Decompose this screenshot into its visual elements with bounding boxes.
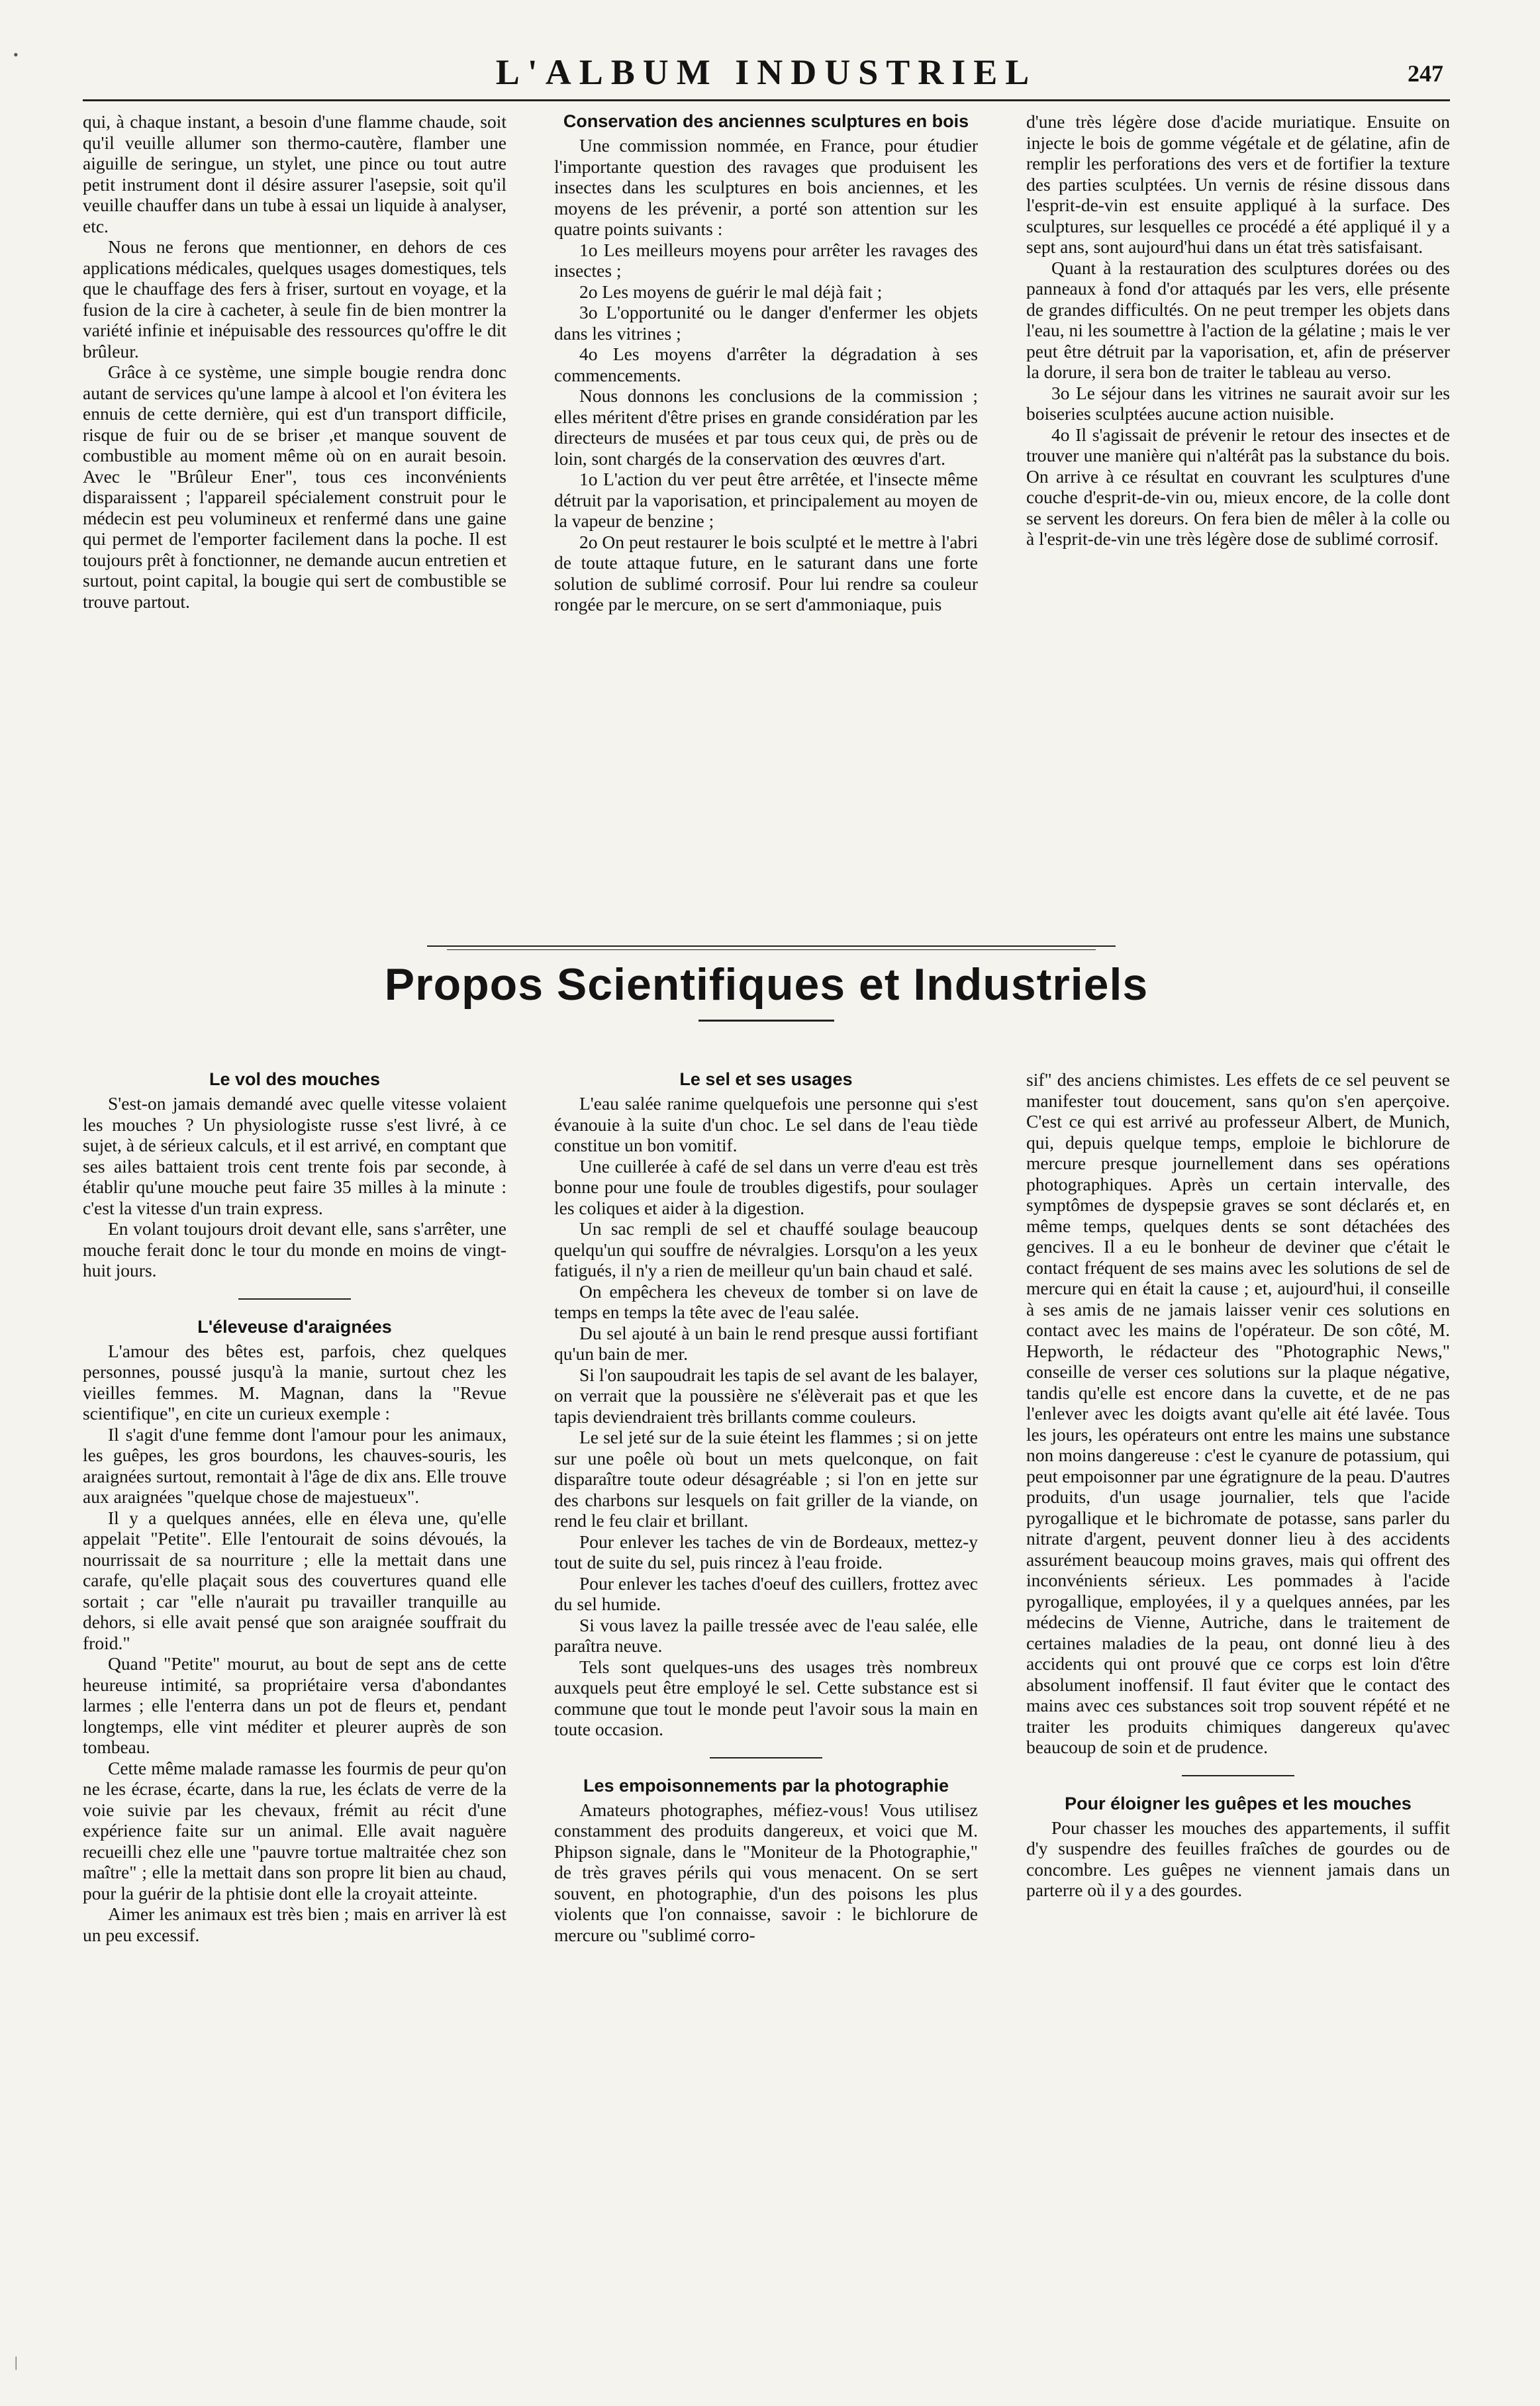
paragraph: d'une très légère dose d'acide muriatique. Ensuite on injecte le bois de gomme végétale et de gélatine, afin de remplir les perforations des vers et de fortifier la texture des parties sculptées. Un vernis de résine dissous dans l'esprit-de-vin est ensuite appliqué à la surface. Des sculptures, sur lesquelles ce procédé a été appliqué il y a sept ans, sont aujourd'hui dans un état très satisfaisant. <box>1026 111 1450 257</box>
article-title: Le vol des mouches <box>209 1069 381 1089</box>
paragraph: 3o Le séjour dans les vitrines ne saurait avoir sur les boiseries sculptées aucune action nuisible. <box>1026 382 1450 424</box>
paragraph: Il s'agit d'une femme dont l'amour pour les animaux, les guêpes, les gros bourdons, les chauves-souris, les araignées surtout, remontait à l'âge de dix ans. Elle trouve aux araignées "quelque chose de majestueux". <box>83 1423 506 1507</box>
article-title: Les empoisonnements par la photographie <box>583 1775 949 1796</box>
page-header <box>83 46 1450 101</box>
article-title: Le sel et ses usages <box>679 1069 853 1089</box>
top-column-1 <box>83 111 506 612</box>
paragraph: Tels sont quelques-uns des usages très nombreux auxquels peut être employé le sel. Cette substance est si commune que tout le monde peut l'avoir sous la main en toute occasion. <box>554 1656 978 1739</box>
paragraph: Quant à la restauration des sculptures dorées ou des panneaux à fond d'or attaqués par les vers, elle présente de grandes difficultés. On ne peut tremper les objets dans l'eau, ni les soumettre à l'action de la gélatine ; mais le ver peut être détruit par la vaporisation, et, afin de préserver la dorure, il sera bon de traiter le tableau au verso. <box>1026 257 1450 382</box>
paragraph: Si l'on saupoudrait les tapis de sel avant de les balayer, on verrait que la poussière ne s'élèverait pas et que les tapis deviendraient très brillants comme couleurs. <box>554 1364 978 1427</box>
scan-speck: • <box>13 46 19 63</box>
paragraph: On empêchera les cheveux de tomber si on lave de temps en temps la tête avec de l'eau salée. <box>554 1280 978 1322</box>
top-column-3 <box>1026 111 1450 550</box>
bottom-column-2 <box>554 1069 978 1945</box>
paragraph: Quand "Petite" mourut, au bout de sept ans de cette heureuse intimité, sa propriétaire versa d'abondantes larmes ; elle l'enterra dans un pot de fleurs et, pendant longtemps, elle vint méditer et pleurer auprès de son tombeau. <box>83 1653 506 1757</box>
list-item: 2o On peut restaurer le bois sculpté et le mettre à l'abri de toute attaque future, en le saturant dans une forte solution de sublimé corrosif. Pour lui rendre sa couleur rongée par le mercure, on se sert d'ammoniaque, puis <box>554 531 978 614</box>
paragraph: Une cuillerée à café de sel dans un verre d'eau est très bonne pour une foule de troubles digestifs, pour soulager les coliques et aider à la digestion. <box>554 1155 978 1218</box>
article-separator <box>710 1757 822 1758</box>
article-separator <box>1182 1775 1294 1776</box>
bottom-column-3 <box>1026 1069 1450 1901</box>
article-title: Pour éloigner les guêpes et les mouches <box>1065 1793 1412 1813</box>
paragraph: Un sac rempli de sel et chauffé soulage beaucoup quelqu'un qui souffre de névralgies. Lorsqu'on a les yeux fatigués, il n'y a rien de meilleur qu'un bain chaud et salé. <box>554 1218 978 1280</box>
paragraph: Si vous lavez la paille tressée avec de l'eau salée, elle paraîtra neuve. <box>554 1614 978 1656</box>
paragraph: Cette même malade ramasse les fourmis de peur qu'on ne les écrase, écarte, dans la rue, les éclats de verre de la voie suivie par les chevaux, frémit au récit d'une expérience faite sur un animal. Elle avait naguère recueilli chez elle une "pauvre tortue maltraitée chez son maître" ; elle la mettait dans son propre lit bien au chaud, pour la guérir de la phtisie dont elle la croyait atteinte. <box>83 1757 506 1903</box>
paragraph: Il y a quelques années, elle en éleva une, qu'elle appelait "Petite". Elle l'entourait de soins dévoués, la nourrissait de sa nourriture ; elle la mettait dans une carafe, qu'elle plaçait sous des couvertures quand elle sortait ; car "elle n'aurait pu travailler tranquille au dehors, si elle avait pensé que son araignée souffrait du froid." <box>83 1507 506 1653</box>
paragraph: Pour enlever les taches de vin de Bordeaux, mettez-y tout de suite du sel, puis rincez à l'eau froide. <box>554 1531 978 1572</box>
list-item: 3o L'opportunité ou le danger d'enfermer les objets dans les vitrines ; <box>554 302 978 344</box>
paragraph: Une commission nommée, en France, pour étudier l'importante question des ravages que produisent les insectes dans les sculptures en bois anciennes, et les moyens de les prévenir, a porté son attention sur les quatre points suivants : <box>554 135 978 239</box>
section-divider <box>427 945 1116 952</box>
paragraph: Nous ne ferons que mentionner, en dehors de ces applications médicales, quelques usages domestiques, tels que le chauffage des fers à friser, surtout en voyage, et la fusion de la cire à cacheter, à seule fin de bien montrer la variété infinie et inépuisable des ressources qu'offre le dit brûleur. <box>83 236 506 361</box>
paragraph: Pour chasser les mouches des appartements, il suffit d'y suspendre des feuilles fraîches de gourdes ou de concombre. Les guêpes ne viennent jamais dans un parterre où il y a des gourdes. <box>1026 1817 1450 1900</box>
article-title: L'éleveuse d'araignées <box>197 1316 392 1337</box>
top-column-2 <box>554 111 978 615</box>
scan-speck: | <box>15 2354 18 2370</box>
paragraph: L'amour des bêtes est, parfois, chez quelques personnes, poussé jusqu'à la manie, surtout chez les vieilles femmes. M. Magnan, dans la "Revue scientifique", en cite un curieux exemple : <box>83 1340 506 1423</box>
title-underline <box>698 1020 834 1022</box>
page-number: 247 <box>1408 60 1443 87</box>
section-title: Propos Scientifiques et Industriels <box>384 959 1149 1010</box>
paragraph: qui, à chaque instant, a besoin d'une flamme chaude, soit qu'il veuille allumer son thermo-cautère, flamber une aiguille de seringue, un stylet, une pince ou tout autre petit instrument dont il désire assurer l'asepsie, soit qu'il veuille chauffer dans un tube à essai un liquide à analyser, etc. <box>83 111 506 236</box>
article-title: Conservation des anciennes sculptures en bois <box>563 111 969 131</box>
running-title: L'ALBUM INDUSTRIEL <box>495 52 1037 92</box>
list-item: 1o L'action du ver peut être arrêtée, et l'insecte même détruit par la vaporisation, et principalement au moyen de la vapeur de benzine ; <box>554 469 978 531</box>
paragraph: Nous donnons les conclusions de la commission ; elles méritent d'être prises en grande considération par les directeurs de musées et par tous ceux qui, de près ou de loin, sont chargés de la conservation des œuvres d'art. <box>554 385 978 469</box>
list-item: 1o Les meilleurs moyens pour arrêter les ravages des insectes ; <box>554 239 978 281</box>
paragraph: Aimer les animaux est très bien ; mais en arriver là est un peu excessif. <box>83 1903 506 1945</box>
list-item: 4o Les moyens d'arrêter la dégradation à ses commencements. <box>554 344 978 385</box>
paragraph: 4o Il s'agissait de prévenir le retour des insectes et de trouver une manière qui n'altérât pas la substance du bois. On arrive à ce résultat en couvrant les sculptures d'une couche d'esprit-de-vin ou, mieux encore, de la colle dont se servent les doreurs. On fera bien de mêler à la colle ou à l'esprit-de-vin une très légère dose de sublimé corrosif. <box>1026 424 1450 549</box>
paragraph: Le sel jeté sur de la suie éteint les flammes ; si on jette sur une poêle où bout un mets quelconque, on fait disparaître toute odeur désagréable ; si l'on en jette sur des charbons sur lesquels on fait griller de la viande, on rend le feu clair et brillant. <box>554 1427 978 1531</box>
paragraph: Amateurs photographes, méfiez-vous! Vous utilisez constamment des produits dangereux, et voici que M. Phipson signale, dans le "Moniteur de la Photographie," de très graves périls qui vous menacent. On se sert souvent, en photographie, d'un des poisons les plus violents que l'on connaisse, savoir : le bichlorure de mercure ou "sublimé corro- <box>554 1799 978 1945</box>
paragraph: Grâce à ce système, une simple bougie rendra donc autant de services qu'une lampe à alcool et l'on évitera les ennuis de cette dernière, qui est d'un transport difficile, risque de fuir ou de se briser ,et manque souvent de combustible au moment même où on en aurait besoin. Avec le "Brûleur Ener", tous ces inconvénients disparaissent ; l'appareil spécialement construit pour le médecin est peu volumineux et renfermé dans une gaine qui permet de l'emporter facilement dans la poche. Il est toujours prêt à fonctionner, ne demande aucun entretien et surtout, point capital, la bougie qui sert de combustible se trouve partout. <box>83 361 506 612</box>
newspaper-page <box>83 46 1450 2364</box>
list-item: 2o Les moyens de guérir le mal déjà fait ; <box>579 281 883 302</box>
article-separator <box>238 1298 351 1300</box>
paragraph: Du sel ajouté à un bain le rend presque aussi fortifiant qu'un bain de mer. <box>554 1322 978 1364</box>
paragraph: En volant toujours droit devant elle, sans s'arrêter, une mouche ferait donc le tour du monde en moins de vingt-huit jours. <box>83 1218 506 1280</box>
paragraph: sif" des anciens chimistes. Les effets de ce sel peuvent se manifester tout doucement, sans qu'on s'en aperçoive. C'est ce qui est arrivé au professeur Albert, de Munich, qui, depuis quelque temps, emploie le bichlorure de mercure presque journellement dans ses opérations photographiques. Après un certain intervalle, des symptômes de dyspepsie graves se sont déclarés et, en même temps, quelques dents se sont détachées des gencives. Il a eu le bonheur de deviner que c'était le contact fréquent de ses mains avec les solutions de sel de mercure qui en était la cause ; et, aujourd'hui, il conseille à ses amis de ne jamais laisser venir ces solutions en contact avec les mains de l'opérateur. De son côté, M. Hepworth, le rédacteur des "Photographic News," conseille de verser ces solutions sur la plaque négative, tandis qu'elle est encore dans la cuvette, et de ne pas l'enlever avec les doigts avant qu'elle ait été lavée. Tous les jours, les opérateurs ont entre les mains une substance non moins dangereuse : c'est le cyanure de potassium, qui peut empoisonner par une égratignure de la peau. D'autres produits, d'un usage journalier, tels que l'acide pyrogallique et le bichromate de potasse, sans parler du nitrate d'argent, peuvent donner lieu à des accidents assurément beaucoup moins graves, mais qui offrent des inconvénients sérieux. Les pommades à l'acide pyrogallique, employées, il y a quelques années, par les médecins de Vienne, Autriche, dans le traitement de certaines maladies de la peau, ont donné lieu à des accidents qui ont prouvé que ce corps est loin d'être absolument inoffensif. Il faut éviter que le contact des mains avec ces substances soit trop souvent répété et ne traiter les produits chimiques dangereux qu'avec beaucoup de soin et de prudence. <box>1026 1069 1450 1757</box>
bottom-column-1 <box>83 1069 506 1945</box>
paragraph: L'eau salée ranime quelquefois une personne qui s'est évanouie à la suite d'un choc. Le sel dans de l'eau tiède constitue un bon vomitif. <box>554 1093 978 1155</box>
paragraph: S'est-on jamais demandé avec quelle vitesse volaient les mouches ? Un physiologiste russe s'est livré, à ce sujet, à de sérieux calculs, et il est arrivé, en comptant que ses ailes battaient trois cent trente fois par seconde, à établir qu'une mouche peut faire 35 milles à la minute : c'est la vitesse d'un train express. <box>83 1093 506 1218</box>
paragraph: Pour enlever les taches d'oeuf des cuillers, frottez avec du sel humide. <box>554 1572 978 1614</box>
